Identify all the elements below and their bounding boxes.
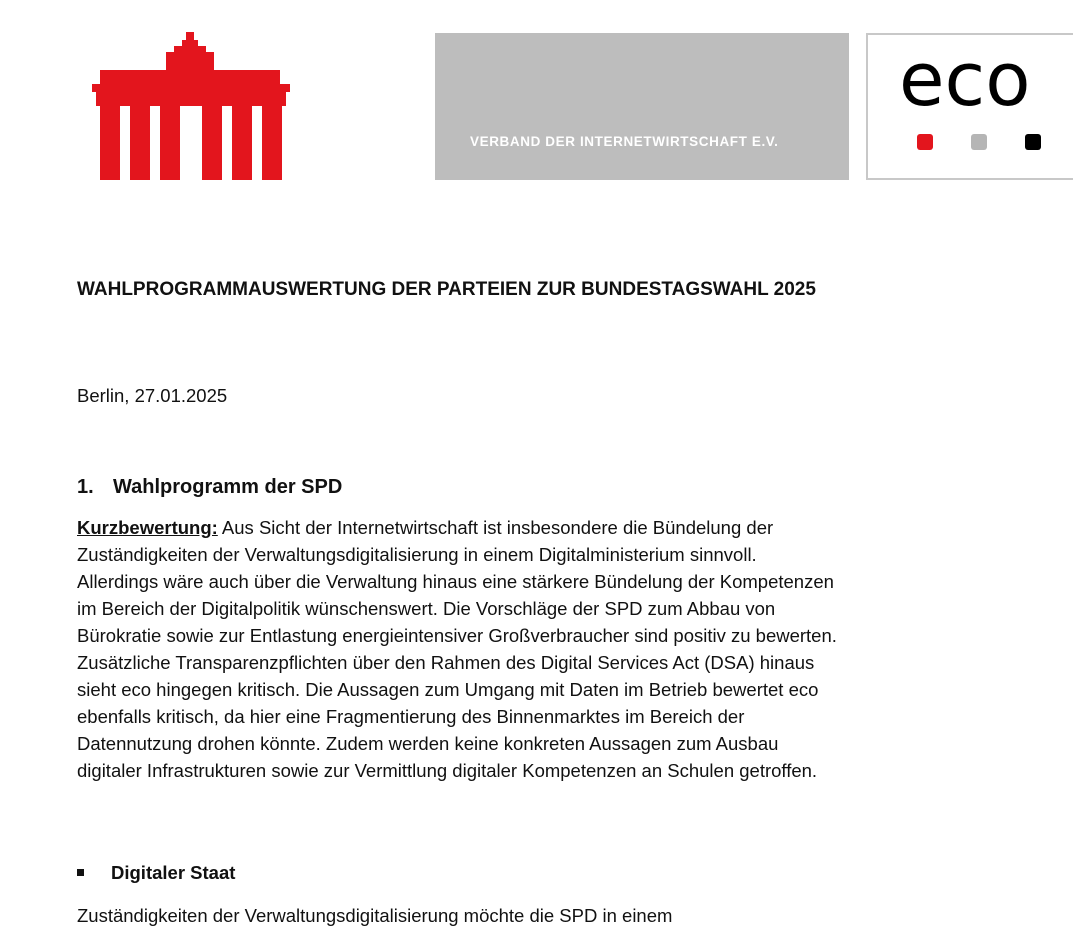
grey-dot-icon	[971, 134, 987, 150]
subsection-heading	[77, 862, 235, 884]
association-banner	[435, 33, 849, 180]
black-dot-icon	[1025, 134, 1041, 150]
body-text: Zuständigkeiten der Verwaltungsdigitalisierung möchte die SPD in einem	[77, 905, 673, 926]
section-title: Wahlprogramm der SPD	[113, 476, 343, 498]
subsection-title: Digitaler Staat	[111, 862, 236, 883]
square-bullet-icon	[77, 869, 84, 876]
eco-wordmark: eco	[899, 37, 1031, 123]
section-heading	[77, 476, 342, 499]
summary-label: Kurzbewertung:	[77, 517, 218, 538]
section-number: 1.	[77, 476, 94, 498]
red-dot-icon	[917, 134, 933, 150]
document-title: WAHLPROGRAMMAUSWERTUNG DER PARTEIEN ZUR BUNDESTAGSWAHL 2025	[77, 279, 816, 300]
summary-paragraph	[77, 514, 837, 784]
eco-logo	[866, 33, 1073, 180]
brandenburg-gate-logo	[92, 32, 290, 180]
banner-text: VERBAND DER INTERNETWIRTSCHAFT E.V.	[470, 134, 779, 149]
summary-text: Aus Sicht der Internetwirtschaft ist insbesondere die Bündelung der Zuständigkeiten der Verwaltungsdigitalisierung in einem Digitalministerium sinnvoll. Allerdings wäre auch über die Verwaltung hinaus eine stärkere Bündelung der Kompetenzen im Bereich der Digitalpolitik wünschenswert. Die Vorschläge der SPD zum Abbau von Bürokratie sowie zur Entlastung energieintensiver Großverbraucher sind positiv zu bewerten. Zusätzliche Transparenzpflichten über den Rahmen des Digital Services Act (DSA) hinaus sieht eco hingegen kritisch. Die Aussagen zum Umgang mit Daten im Betrieb bewertet eco ebenfalls kritisch, da hier eine Fragmentierung des Binnenmarktes im Bereich der Datennutzung drohen könnte. Zudem werden keine konkreten Aussagen zum Ausbau digitaler Infrastrukturen sowie zur Vermittlung digitaler Kompetenzen an Schulen getroffen.	[77, 517, 837, 781]
document-date: Berlin, 27.01.2025	[77, 385, 228, 406]
